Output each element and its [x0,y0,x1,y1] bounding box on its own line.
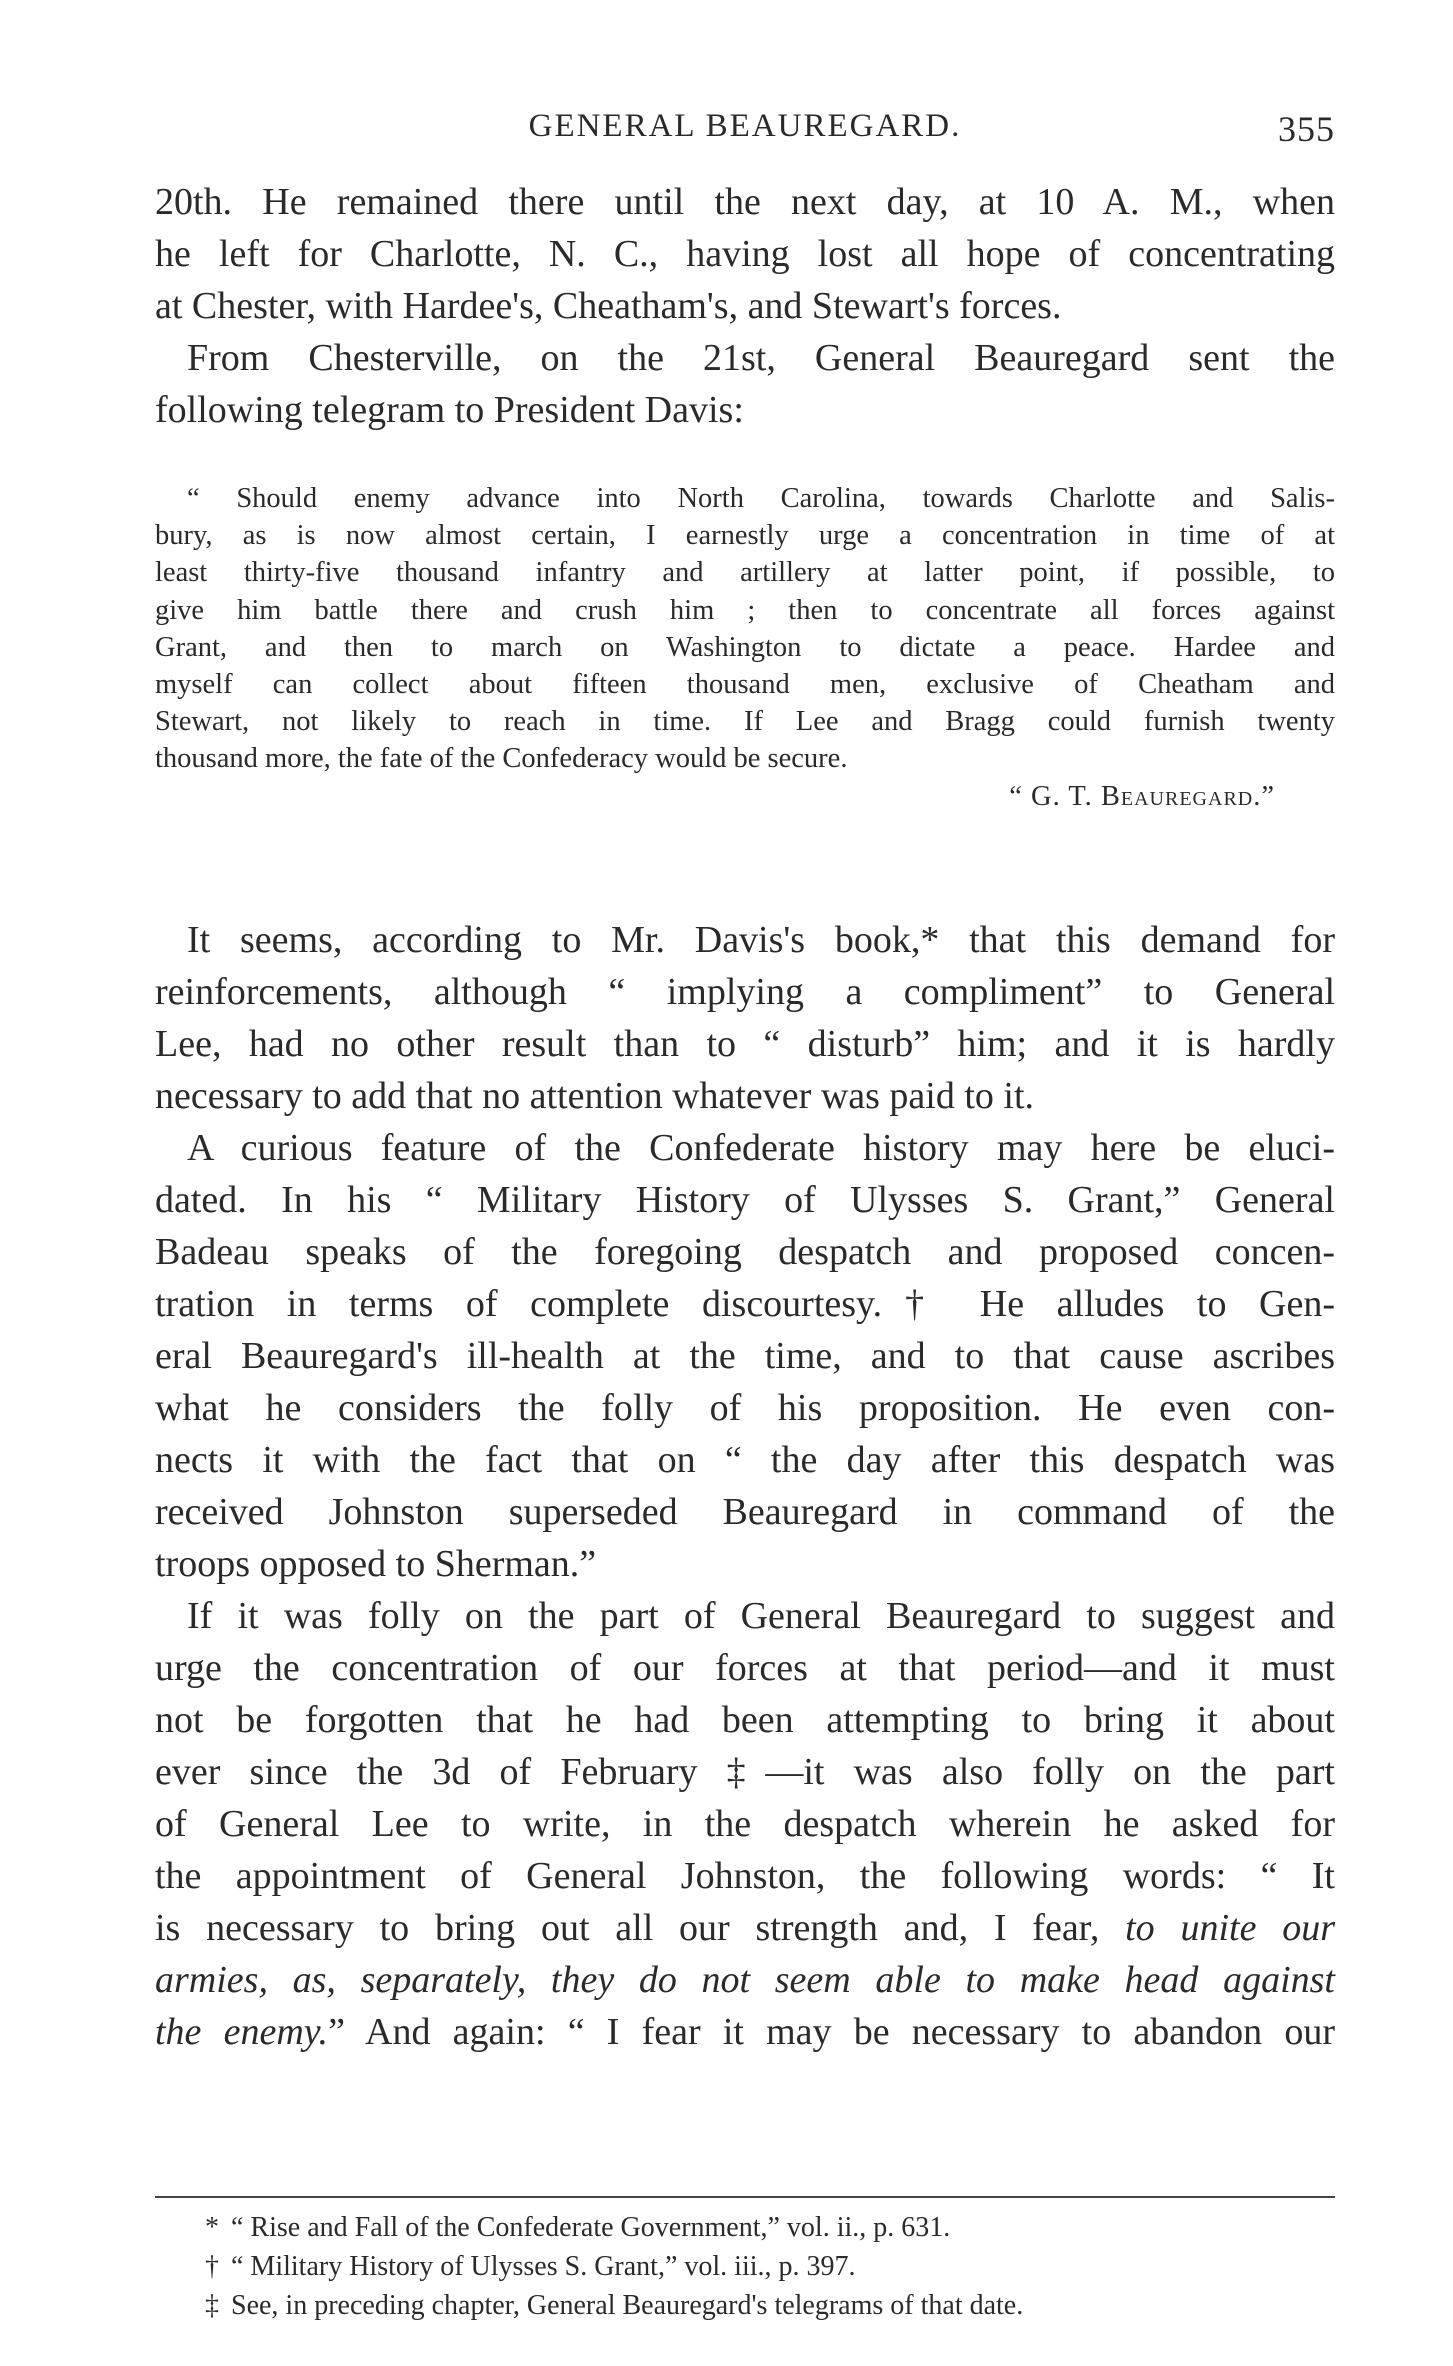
text-line: nects it with the fact that on “ the day after this despatch was [155,1439,1335,1481]
quote-line: give him battle there and crush him ; then to concentrate all forces against [155,594,1335,626]
text-line: Badeau speaks of the foregoing despatch and proposed concen- [155,1231,1335,1273]
text-line: necessary to add that no attention whatever was paid to it. [155,1075,1035,1117]
quote-line: thousand more, the fate of the Confederacy would be secure. [155,743,848,775]
running-title: GENERAL BEAUREGARD. [528,108,962,144]
italic-quote-line: armies, as, separately, they do not seem able to make head against [155,1959,1335,2001]
footnote-mark: † [205,2251,219,2282]
intro-paragraphs [155,176,1335,436]
footnote-text: “ Military History of Ulysses S. Grant,” vol. iii., p. 397. [231,2251,856,2282]
text-line: ever since the 3d of February ‡—it was also folly on the part [155,1751,1335,1793]
main-paragraphs [155,914,1335,2058]
text-segment: It seems, according to Mr. Davis's book,* that this demand for [187,919,1335,961]
text-line [155,914,1335,966]
quote-line: “ Should enemy advance into North Carolina, towards Charlotte and Salis- [187,483,1335,514]
text-line: received Johnston superseded Beauregard in command of the [155,1491,1335,1533]
text-line: A curious feature of the Confederate history may here be eluci- [187,1127,1335,1169]
footnote-rule [155,2196,1335,2198]
text-line: 20th. He remained there until the next day, at 10 A. M., when [155,181,1335,223]
text-line [155,1902,1335,1954]
footnote-text: See, in preceding chapter, General Beauregard's telegrams of that date. [231,2290,1024,2321]
running-head [155,108,1335,158]
italic-quote: to unite our [1125,1907,1336,1949]
text-line: what he considers the folly of his proposition. He even con- [155,1387,1335,1429]
telegram-signature: “ G. T. Beauregard.” [1009,780,1275,812]
text-line: dated. In his “ Military History of Ulysses S. Grant,” General [155,1179,1335,1221]
quote-line: least thirty-five thousand infantry and artillery at latter point, if possible, to [155,557,1335,589]
text-segment: ” And again: “ I fear it may be necessary to abandon our [328,2011,1335,2053]
text-line: following telegram to President Davis: [155,389,744,431]
text-line: at Chester, with Hardee's, Cheatham's, and Stewart's forces. [155,285,1062,327]
quote-line: bury, as is now almost certain, I earnestly urge a concentration in time of at [155,520,1335,552]
text-line: the appointment of General Johnston, the following words: “ It [155,1855,1335,1897]
text-line: troops opposed to Sherman.” [155,1543,597,1585]
quote-line: Grant, and then to march on Washington to dictate a peace. Hardee and [155,631,1335,663]
footnote [205,2247,1335,2286]
footnotes [205,2208,1335,2325]
text-line: eral Beauregard's ill-health at the time, and to that cause ascribes [155,1335,1335,1377]
text-line [155,2006,1335,2058]
text-line: reinforcements, although “ implying a compliment” to General [155,971,1335,1013]
text-line: If it was folly on the part of General Beauregard to suggest and [187,1595,1335,1637]
telegram-quote [155,480,1335,815]
text-line: of General Lee to write, in the despatch wherein he asked for [155,1803,1335,1845]
text-line: not be forgotten that he had been attempting to bring it about [155,1699,1335,1741]
footnote [205,2286,1335,2325]
footnote-mark: * [205,2212,219,2243]
quote-line: Stewart, not likely to reach in time. If Lee and Bragg could furnish twenty [155,706,1335,738]
text-segment: is necessary to bring out all our strength and, I fear, [155,1907,1100,1949]
italic-quote: the enemy. [155,2011,329,2053]
text-line: From Chesterville, on the 21st, General Beauregard sent the [187,337,1335,379]
footnote-mark: ‡ [205,2290,219,2321]
page-number: 355 [1278,109,1335,149]
text-line: Lee, had no other result than to “ disturb” him; and it is hardly [155,1023,1335,1065]
text-line: tration in terms of complete discourtesy.† He alludes to Gen- [155,1283,1335,1325]
text-line: he left for Charlotte, N. C., having lost all hope of concentrating [155,233,1335,275]
text-line: urge the concentration of our forces at that period—and it must [155,1647,1335,1689]
quote-line: myself can collect about fifteen thousand men, exclusive of Cheatham and [155,669,1335,701]
footnote [205,2208,1335,2247]
footnote-text: “ Rise and Fall of the Confederate Government,” vol. ii., p. 631. [231,2212,951,2243]
